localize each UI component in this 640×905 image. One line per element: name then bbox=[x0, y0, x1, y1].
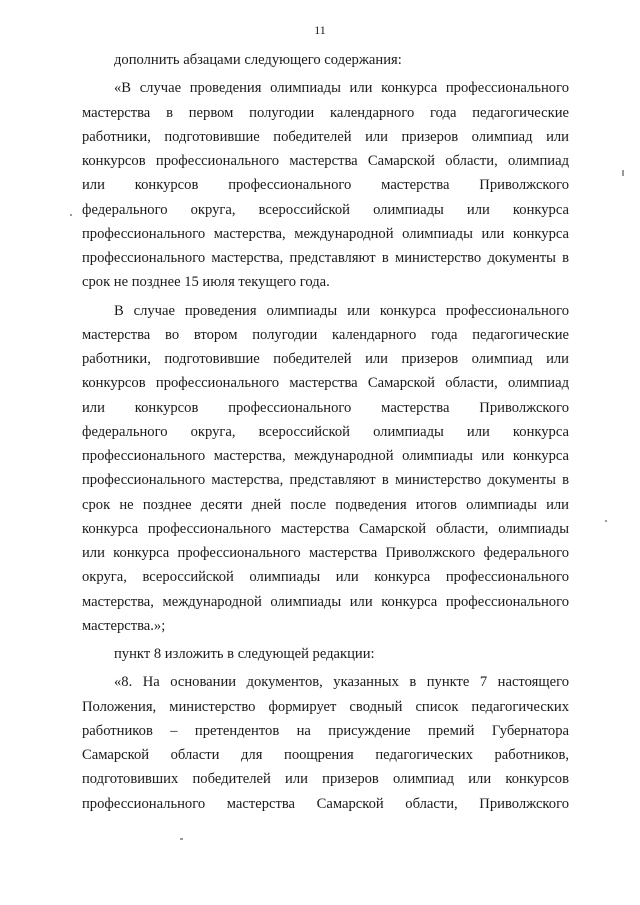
scan-speck bbox=[70, 214, 72, 216]
text-line: федерального округа, всероссийской олимпиады или конкурса bbox=[82, 201, 569, 218]
text-line: конкурса профессионального мастерства Самарской области, олимпиады bbox=[82, 520, 569, 537]
text-line: профессионального мастерства, представляют в министерство документы в bbox=[82, 472, 569, 489]
text-line: федерального округа, всероссийской олимпиады или конкурса bbox=[82, 423, 569, 440]
document-body bbox=[82, 48, 569, 816]
text-line: или конкурсов профессионального мастерства Приволжского bbox=[82, 399, 569, 416]
text-line: срок не позднее 15 июля текущего года. bbox=[82, 274, 330, 291]
paragraph bbox=[82, 642, 569, 666]
scan-speck bbox=[622, 170, 624, 176]
text-line: «В случае проведения олимпиады или конкурса профессионального bbox=[114, 80, 569, 97]
text-line: подготовивших победителей или призеров олимпиад или конкурсов bbox=[82, 771, 569, 788]
text-line: профессионального мастерства, международной олимпиады или конкурса bbox=[82, 225, 569, 242]
text-line: профессионального мастерства Самарской области, Приволжского bbox=[82, 795, 569, 812]
text-line: В случае проведения олимпиады или конкурса профессионального bbox=[114, 302, 569, 319]
text-line: профессионального мастерства, представляют в министерство документы в bbox=[82, 250, 569, 266]
paragraph bbox=[82, 48, 569, 72]
text-line: работники, подготовившие победителей или призеров олимпиад или bbox=[82, 128, 569, 145]
paragraph bbox=[82, 299, 569, 639]
text-line: мастерства.»; bbox=[82, 617, 166, 634]
text-line: работники, подготовившие победителей или призеров олимпиад или bbox=[82, 351, 569, 367]
scan-speck bbox=[605, 520, 607, 522]
text-line: мастерства во втором полугодии календарного года педагогические bbox=[82, 326, 569, 343]
scan-speck bbox=[180, 838, 183, 840]
text-line: конкурсов профессионального мастерства Самарской области, олимпиад bbox=[82, 375, 569, 392]
text-line: округа, всероссийской олимпиады или конкурса профессионального bbox=[82, 569, 569, 586]
text-line: конкурсов профессионального мастерства Самарской области, олимпиад bbox=[82, 153, 569, 169]
text-line: или конкурса профессионального мастерства Приволжского федерального bbox=[82, 545, 569, 561]
text-line: Положения, министерство формирует сводный список педагогических bbox=[82, 698, 569, 715]
text-line: срок не позднее десяти дней после подведения итогов олимпиады или bbox=[82, 496, 569, 513]
text-line: пункт 8 изложить в следующей редакции: bbox=[114, 646, 375, 662]
page-number: 11 bbox=[314, 23, 326, 37]
text-line: работников – претендентов на присуждение премий Губернатора bbox=[82, 722, 569, 739]
text-line: мастерства в первом полугодии календарного года педагогические bbox=[82, 104, 569, 121]
text-line: дополнить абзацами следующего содержания: bbox=[114, 52, 402, 68]
text-line: или конкурсов профессионального мастерства Приволжского bbox=[82, 177, 569, 194]
text-line: профессионального мастерства, международной олимпиады или конкурса bbox=[82, 448, 569, 464]
text-line: Самарской области для поощрения педагогических работников, bbox=[82, 747, 569, 763]
paragraph bbox=[82, 76, 569, 294]
text-line: «8. На основании документов, указанных в пункте 7 настоящего bbox=[114, 674, 569, 691]
paragraph bbox=[82, 670, 569, 816]
text-line: мастерства, международной олимпиады или конкурса профессионального bbox=[82, 593, 569, 610]
